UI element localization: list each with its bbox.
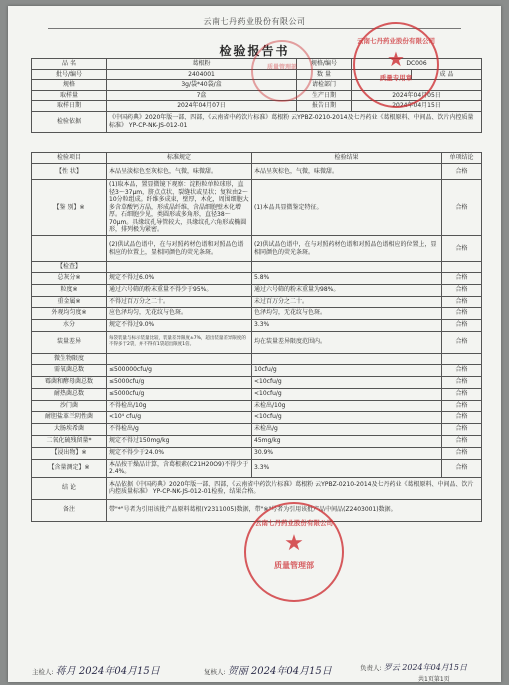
result-row [32,164,482,180]
row-standard: 规定不得过150mg/kg [107,435,252,447]
row-result: 通过六号筛的粉末重量为98%。 [252,284,442,296]
row-conclusion: 合格 [442,423,482,435]
row-standard [107,262,252,273]
row-conclusion: 合格 [442,319,482,331]
spec-label: 规格 [32,80,107,91]
result-row [32,447,482,459]
row-item: 粒度※ [32,284,107,296]
col-header-conclusion: 单项结论 [442,153,482,164]
row-standard: 规定不得少于24.0% [107,447,252,459]
row-conclusion: 合格 [442,376,482,388]
remark-text: 带"*"号者为引用该批产品原料葛根(Y2311005)数据，带"※"号者为引用该批产品中间品(Z2403001)数据。 [107,499,482,521]
inspector-label: 主检人: [32,668,54,676]
row-item: 沙门菌 [32,400,107,411]
remark-label: 备注 [32,499,107,521]
row-result: <10cfu/g [252,376,442,388]
prod-date-value: 2024年04月05日 [352,90,482,101]
seal-star-icon: ★ [387,47,405,71]
row-standard: 不得检出/g [107,423,252,435]
row-item [32,236,107,262]
row-conclusion: 合格 [442,296,482,307]
row-conclusion: 合格 [442,388,482,400]
row-standard: <10⁴ cfu/g [107,411,252,423]
row-item: 装量差异 [32,331,107,353]
quality-seal-stamp [244,502,344,602]
col-header-standard: 标准规定 [107,153,252,164]
row-result: 未检出/10g [252,400,442,411]
row-standard: 本品按干燥品计算，含葛根素(C21H20O9)不得少于2.4%。 [107,459,252,477]
row-item: 耐胆盐革兰阴性菌 [32,411,107,423]
row-standard: ≤5000cfu/g [107,376,252,388]
row-conclusion: 合格 [442,331,482,353]
result-row [32,272,482,284]
conclusion-text: 本品依据《中国药典》2020年版一部、四部，《云南省中药饮片标准》葛根粉 云YPBZ-0210-2014及七丹药业《葛根原料、中间品、饮片内控质量标准》 YP-CP-NK-JS-012-01检验，结果合格。 [107,477,482,499]
row-standard: (1)取本品，置显微镜下观察：淀粉粒单粒球形，直径3～37μm，脐点点状、裂缝状或星状；复粒由2～10分粒组成。纤维多成束，壁厚，木化，周围细胞大多含草酸钙方晶，形成晶纤维，含晶细胞壁木化增厚。石细胞少见，类圆形或多角形，直径38～70μm。具缘纹孔导管较大，具缘纹孔六角形或椭圆形，排列极为紧密。 [107,180,252,236]
product-label: 品 名 [32,59,107,70]
result-row [32,388,482,400]
report-date-label: 报告日期 [297,101,352,112]
row-result [252,353,442,364]
row-standard: 每袋装量与标示装量比较，装量差异限度±7%，超出装量差异限度的不得多于2袋，并不得有1袋超出限度1倍。 [107,331,252,353]
row-conclusion: 合格 [442,236,482,262]
row-item: 【性 状】 [32,164,107,180]
report-title: 检验报告书 [219,44,290,58]
seal-star-icon-2: ★ [284,531,304,556]
reviewer-block [204,662,332,677]
spec-no-label: 规格/编号 [297,59,352,70]
row-result: <10cfu/g [252,388,442,400]
results-table [31,152,482,522]
basis-label: 检验依据 [32,111,107,132]
conclusion-label: 结 论 [32,477,107,499]
company-name: 云南七丹药业股份有限公司 [203,17,306,26]
seal-top-right-text: 云南七丹药业股份有限公司 [357,37,435,45]
inspector-signature: 蒋月 2024年04月15日 [55,666,160,677]
row-item: 微生物限度 [32,353,107,364]
manager-signature: 罗云 2024年04月15日 [383,663,467,672]
row-standard: 规定不得过6.0% [107,272,252,284]
result-row [32,180,482,236]
row-result: 均在装量差异限度范围内。 [252,331,442,353]
batch-label: 批号/编号 [32,69,107,80]
row-result: 5.8% [252,272,442,284]
manager-label: 负责人: [360,664,382,672]
row-result: (2)供试品色谱中，在与对照药材色谱和对照品色谱相应的位置上，显相同颜色的荧光条斑。 [252,236,442,262]
row-conclusion: 合格 [442,164,482,180]
row-item: 外观均匀度※ [32,307,107,319]
row-result: 45mg/kg [252,435,442,447]
results-rows [32,164,482,478]
row-conclusion: 合格 [442,447,482,459]
row-conclusion: 合格 [442,284,482,296]
result-row [32,423,482,435]
row-result: <10cfu/g [252,411,442,423]
reviewer-label: 复核人: [204,668,226,676]
row-standard [107,353,252,364]
sample-label: 取样量 [32,90,107,101]
result-row [32,262,482,273]
row-conclusion [442,262,482,273]
result-row [32,435,482,447]
row-conclusion: 合格 [442,411,482,423]
row-item: 二氧化硫残留量* [32,435,107,447]
seal-bottom-text: 云南七丹药业股份有限公司 [255,519,333,527]
row-standard: 应色泽均匀，无花纹与色斑。 [107,307,252,319]
row-item: 霉菌和酵母菌总数 [32,376,107,388]
row-standard: 通过六号筛的粉末重量不得少于95%。 [107,284,252,296]
sample-date-value: 2024年04月07日 [107,101,297,112]
row-conclusion: 合格 [442,272,482,284]
row-conclusion: 合格 [442,435,482,447]
row-item: 【含量测定】※ [32,459,107,477]
col-header-item: 检验项目 [32,153,107,164]
inspector-block [32,662,160,677]
row-conclusion: 合格 [442,400,482,411]
seal-top-right-sub: 质量专用章 [379,74,413,82]
reviewer-signature: 贺丽 2024年04月15日 [227,666,332,677]
row-conclusion: 合格 [442,180,482,236]
report-date-value: 2024年04月15日 [352,101,482,112]
row-standard: 本品呈淡棕色至灰棕色，气微，味微甜。 [107,164,252,180]
row-result: (1)本品具显微鉴定特征。 [252,180,442,236]
sample-date-label: 取样日期 [32,101,107,112]
row-standard: (2)供试品色谱中，在与对照药材色谱和对照品色谱相应的位置上，显相同颜色的荧光条斑。 [107,236,252,262]
basis-value: 《中国药典》2020年版一部、四部，《云南省中药饮片标准》葛根粉 云YPBZ-0210-2014及七丹药业《葛根原料、中间品、饮片内控质量标准》 YP-CP-NK-JS-012-01 [107,111,482,132]
row-result: 10cfu/g [252,364,442,376]
col-header-result: 检验结果 [252,153,442,164]
row-result: 本品呈灰棕色，气微，味微甜。 [252,164,442,180]
result-row [32,236,482,262]
result-row [32,307,482,319]
row-standard: ≤500000cfu/g [107,364,252,376]
result-row [32,331,482,353]
qty-label: 数 量 [297,69,352,80]
result-row [32,459,482,477]
row-conclusion [442,353,482,364]
result-row [32,296,482,307]
result-row [32,364,482,376]
row-item: 总灰分※ [32,272,107,284]
row-result: 3.3% [252,459,442,477]
result-row [32,376,482,388]
sample-value: 7盒 [107,90,297,101]
page-number: 共1页第1页 [418,676,450,682]
row-item: 重金属※ [32,296,107,307]
spec-no-value: DC006 [352,59,482,70]
category-label: 成 品 [412,69,482,80]
row-conclusion: 合格 [442,307,482,319]
row-item: 大肠埃希菌 [32,423,107,435]
report-paper [8,6,501,682]
result-row [32,411,482,423]
seal-bottom-sub: 质量管理部 [274,561,314,570]
result-row [32,319,482,331]
seal-top-mid-text: 质量管理部 [266,64,297,71]
row-conclusion: 合格 [442,364,482,376]
row-standard: 规定不得过9.0% [107,319,252,331]
row-item: 需氧菌总数 [32,364,107,376]
result-row [32,400,482,411]
result-row [32,284,482,296]
row-result: 未过百万分之二十。 [252,296,442,307]
row-standard: ≤5000cfu/g [107,388,252,400]
row-result: 色泽均匀，无花纹与色斑。 [252,307,442,319]
row-item: 【检查】 [32,262,107,273]
dept-seal-stamp [251,40,313,102]
manager-block [360,662,467,673]
dept-label: 请检部门 [297,80,352,91]
row-conclusion: 合格 [442,459,482,477]
row-standard: 不得过百万分之二十。 [107,296,252,307]
product-value: 葛根粉 [107,59,297,70]
batch-value: 2404001 [107,69,297,80]
row-result [252,262,442,273]
row-result: 未检出/g [252,423,442,435]
row-result: 30.9% [252,447,442,459]
spec-value: 3g/袋*40袋/盒 [107,80,297,91]
row-item: 【浸出物】※ [32,447,107,459]
row-item: 【鉴 别】※ [32,180,107,236]
result-row [32,353,482,364]
row-item: 耐热菌总数 [32,388,107,400]
row-result: 3.3% [252,319,442,331]
row-item: 水分 [32,319,107,331]
company-seal-stamp [353,22,439,108]
prod-date-label: 生产日期 [297,90,352,101]
row-standard: 不得检出/10g [107,400,252,411]
